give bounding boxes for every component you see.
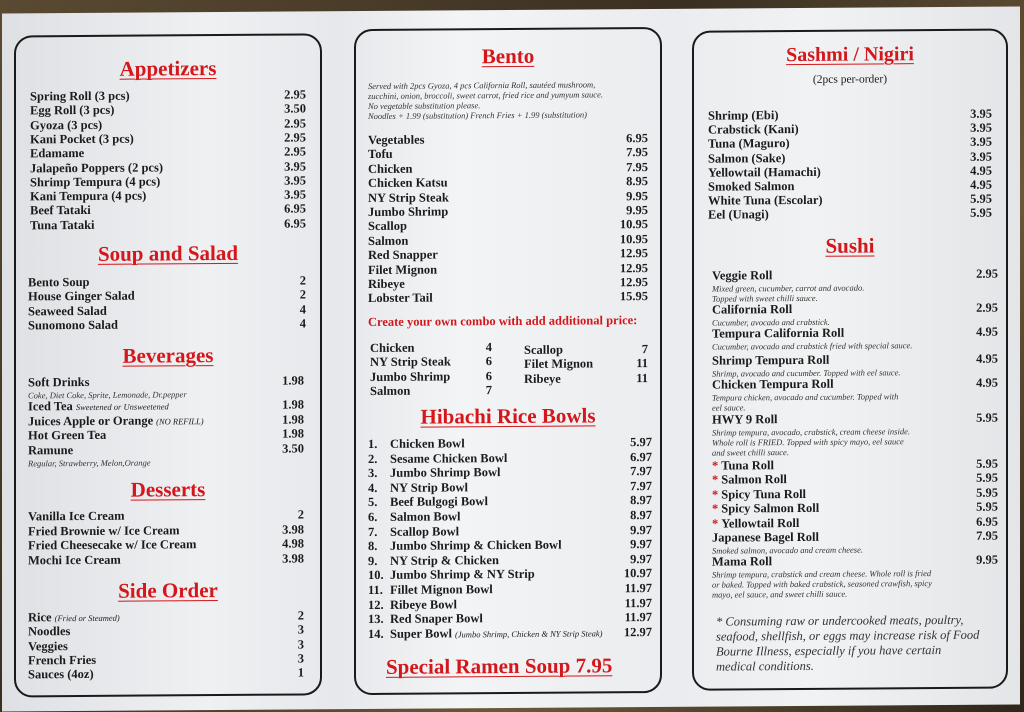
special-ramen-soup: Special Ramen Soup 7.95 — [386, 653, 613, 679]
item-price: 1.98 — [282, 373, 304, 388]
item-price: 6 — [485, 354, 492, 369]
item-price: 2.95 — [976, 266, 998, 281]
item-price: 1.98 — [282, 411, 304, 427]
item-number: 12. — [368, 597, 384, 612]
item-name-wrap — [712, 529, 976, 546]
menu-item-row — [30, 216, 306, 233]
item-number: 13. — [368, 612, 384, 627]
item-name-wrap — [370, 383, 486, 399]
item-name: Yellowtail (Hamachi) — [708, 164, 821, 180]
item-name: Salmon (Sake) — [708, 150, 786, 166]
item-name-wrap — [708, 206, 970, 223]
item-name: Kani Pocket (3 pcs) — [30, 131, 134, 147]
item-price: 3.98 — [282, 550, 304, 566]
item-price: 2.95 — [284, 116, 306, 131]
warning-line-3: Bourne Illness, especially if you have certain — [716, 642, 942, 659]
item-name: Japanese Bagel Roll — [712, 529, 819, 545]
item-price: 4 — [299, 302, 306, 317]
item-name: Shrimp (Ebi) — [708, 108, 779, 123]
item-price: 9.97 — [630, 537, 652, 552]
item-name: Sesame Chicken Bowl — [390, 450, 508, 466]
item-name: Chicken — [368, 161, 413, 176]
item-inline-note: (NO REFILL) — [156, 415, 204, 426]
item-number: 11. — [368, 582, 383, 597]
item-description: Tempura chicken, avocado and cucumber. Topped with eel sauce. — [712, 391, 899, 413]
item-name: Seaweed Salad — [28, 303, 107, 318]
item-price: 3.98 — [282, 521, 304, 537]
menu-item-row — [368, 289, 648, 306]
item-name: Iced Tea — [28, 399, 73, 414]
item-price: 2 — [299, 287, 306, 302]
item-number: 5. — [368, 495, 378, 510]
item-name: Hot Green Tea — [28, 427, 107, 443]
item-number: 10. — [368, 568, 384, 583]
item-inline-note: (Fried or Steamed) — [54, 612, 120, 624]
combo-heading: Create your own combo with add additional price: — [368, 313, 638, 329]
item-name: Red Snapper — [368, 247, 438, 263]
item-name: Yellowtail Roll — [721, 515, 800, 531]
item-name: Shrimp Tempura (4 pcs) — [30, 174, 161, 190]
item-price: 5.97 — [630, 435, 652, 450]
menu-item-row — [708, 206, 992, 223]
item-number: 14. — [368, 626, 384, 641]
item-name: Tuna Tataki — [30, 217, 95, 233]
item-price: 2.95 — [284, 130, 306, 145]
item-price: 3 — [297, 651, 304, 666]
menu-item-row — [28, 551, 304, 568]
item-name: Ribeye — [368, 276, 405, 291]
item-price: 2.95 — [284, 87, 306, 102]
item-price: 9.95 — [976, 552, 998, 567]
item-price: 7.95 — [626, 159, 648, 174]
item-name: Sauces (4oz) — [28, 667, 94, 682]
item-price: 10.95 — [619, 231, 648, 247]
item-name: Salmon — [368, 233, 409, 248]
side-order-heading: Side Order — [118, 578, 218, 603]
item-name: Mochi Ice Cream — [28, 552, 121, 567]
item-name: Vanilla Ice Cream — [28, 508, 125, 524]
bento-description-4: Noodles + 1.99 (substitution) French Fries + 1.99 (substitution) — [368, 109, 587, 121]
item-price: 12.95 — [619, 246, 648, 261]
item-description: Smoked salmon, avocado and cream cheese. — [712, 544, 863, 556]
middle-panel — [354, 27, 662, 695]
item-name-wrap — [28, 441, 282, 458]
menu-item-row — [524, 371, 648, 387]
item-name: Scallop — [524, 342, 563, 357]
item-name: Beef Bulgogi Bowl — [390, 494, 488, 510]
menu-item-row — [370, 383, 492, 399]
item-name-wrap — [28, 374, 282, 391]
left-panel — [14, 33, 322, 697]
item-price: 5.95 — [976, 485, 998, 500]
item-name: Ribeye — [524, 371, 561, 386]
item-price: 3.95 — [970, 149, 992, 164]
asterisk-icon: * — [712, 472, 719, 487]
item-price: 4 — [485, 340, 492, 355]
item-name: Chicken Tempura Roll — [712, 376, 834, 392]
item-name: Bento Soup — [28, 274, 90, 290]
menu-item-row — [712, 529, 998, 546]
item-price: 7.97 — [630, 478, 652, 493]
appetizers-heading: Appetizers — [119, 56, 217, 81]
item-name-wrap — [30, 216, 284, 233]
item-name-wrap — [368, 625, 624, 642]
item-price: 4.95 — [976, 324, 998, 339]
item-price: 7.95 — [626, 145, 648, 160]
item-name: Jumbo Shrimp — [368, 204, 449, 219]
item-name: Tofu — [368, 147, 393, 162]
item-price: 9.95 — [626, 203, 648, 218]
item-name: Crabstick (Kani) — [708, 122, 799, 137]
item-price: 6 — [485, 368, 492, 383]
item-price: 4.95 — [970, 177, 992, 192]
item-description: Cucumber, avocado and crabstick. — [712, 316, 830, 328]
beverages-heading: Beverages — [122, 343, 214, 368]
item-name: Filet Mignon — [368, 262, 438, 277]
item-name: Shrimp Tempura Roll — [712, 352, 830, 368]
bento-description-1: Served with 2pcs Gyoza, 4 pcs California Roll, sautéed mushroom, — [368, 79, 596, 91]
item-name: Lobster Tail — [368, 290, 433, 306]
item-price: 3.50 — [282, 440, 304, 456]
item-name: Vegetables — [368, 132, 425, 147]
menu-item-row — [28, 316, 306, 333]
item-name: Fillet Mignon Bowl — [390, 582, 493, 597]
item-name: Tempura California Roll — [712, 325, 845, 341]
item-price: 8.95 — [626, 174, 648, 189]
item-description: Shrimp tempura, avocado, crabstick, cream cheese inside. Whole roll is FRIED. Topped with spicy mayo, eel sauce and sweet chilli sauce. — [712, 426, 910, 458]
item-price: 8.97 — [630, 493, 652, 508]
item-name-wrap — [712, 267, 976, 284]
item-name: Jumbo Shrimp & Chicken Bowl — [390, 537, 562, 554]
item-price: 2.95 — [976, 300, 998, 315]
menu-item-row — [28, 666, 304, 683]
menu-item-row — [712, 376, 998, 393]
item-price: 5.95 — [970, 191, 992, 206]
item-name: Scallop — [368, 219, 407, 234]
warning-line-4: medical conditions. — [716, 658, 814, 674]
item-price: 15.95 — [619, 289, 648, 304]
item-price: 3.95 — [970, 135, 992, 150]
bento-description-2: zucchini, onion, broccoli, sweet carrot, fried rice and yumyum sauce. — [368, 89, 603, 101]
item-name: House Ginger Salad — [28, 288, 135, 304]
item-name: Soft Drinks — [28, 374, 90, 390]
item-price: 7 — [485, 383, 492, 398]
item-name-wrap — [712, 325, 976, 342]
item-name-wrap — [524, 371, 636, 387]
item-price: 8.97 — [630, 508, 652, 523]
item-price: 4.95 — [970, 163, 992, 178]
item-description: Regular, Strawberry, Melon,Orange — [28, 457, 151, 468]
item-price: 10.95 — [619, 217, 648, 232]
item-name: Juices Apple or Orange — [28, 412, 154, 428]
item-price: 12.97 — [623, 624, 652, 640]
item-price: 6.95 — [284, 201, 306, 216]
item-description: Shrimp tempura, crabstick and cream cheese. Whole roll is fried or baked. Topped with baked crabstick, seasoned crawfish, spicy mayo, eel sauce, and sweet chilli sauce. — [712, 568, 932, 600]
item-number: 3. — [368, 466, 378, 481]
item-price: 3.95 — [970, 120, 992, 135]
soup-salad-heading: Soup and Salad — [97, 240, 239, 266]
item-name-wrap — [712, 301, 976, 318]
item-price: 4.98 — [282, 536, 304, 551]
item-name: Super Bowl — [390, 626, 452, 641]
item-price: 2 — [297, 507, 304, 522]
item-price: 3.95 — [284, 173, 306, 188]
item-name: Filet Mignon — [524, 356, 594, 372]
item-name: NY Strip Steak — [370, 354, 451, 370]
item-name: Tuna (Maguro) — [708, 136, 790, 152]
item-price: 3.95 — [284, 158, 306, 174]
item-name: Noodles — [28, 624, 71, 639]
item-name: Spicy Salmon Roll — [721, 500, 820, 516]
item-name-wrap — [524, 356, 636, 372]
item-name: HWY 9 Roll — [712, 412, 778, 427]
item-price: 9.97 — [630, 551, 652, 566]
item-name: Veggie Roll — [712, 268, 773, 283]
item-price: 2 — [297, 608, 304, 623]
item-name: Smoked Salmon — [708, 179, 795, 194]
item-name: California Roll — [712, 302, 793, 317]
item-number: 2. — [368, 451, 378, 466]
item-price: 5.95 — [976, 499, 998, 514]
menu-item-row — [712, 267, 998, 284]
warning-line-2: seafood, shellfish, or eggs may increase risk of Food — [716, 627, 980, 644]
item-price: 1 — [297, 665, 304, 680]
item-price: 11.97 — [624, 610, 652, 625]
item-price: 1.98 — [282, 426, 304, 441]
item-price: 5.95 — [976, 456, 998, 471]
item-name: Kani Tempura (4 pcs) — [30, 188, 147, 204]
item-price: 2 — [299, 273, 306, 288]
item-price: 5.95 — [976, 410, 998, 425]
item-price: 11 — [636, 370, 648, 385]
item-name: Salmon Roll — [721, 472, 787, 487]
item-price: 11.97 — [624, 581, 652, 596]
item-price: 4.95 — [976, 375, 998, 390]
item-price: 1.98 — [282, 397, 304, 412]
item-price: 12.95 — [619, 275, 648, 290]
item-name: NY Strip Bowl — [390, 480, 469, 495]
item-description: Mixed green, cucumber, carrot and avocado. Topped with sweet chilli sauce. — [712, 282, 865, 304]
item-price: 6.97 — [630, 449, 652, 464]
item-name: Jalapeño Poppers (2 pcs) — [30, 159, 163, 175]
item-price: 3 — [297, 622, 304, 637]
hibachi-heading: Hibachi Rice Bowls — [420, 403, 596, 429]
item-description: Cucumber, avocado and crabstick fried with special sauce. — [712, 340, 913, 352]
sashimi-heading: Sashmi / Nigiri — [786, 43, 914, 67]
menu-item-row — [712, 352, 998, 369]
item-name: Red Snaper Bowl — [390, 611, 483, 627]
item-price: 3.95 — [970, 106, 992, 121]
item-price: 6.95 — [284, 216, 306, 231]
item-name: NY Strip & Chicken — [390, 552, 499, 568]
item-name: Fried Cheesecake w/ Ice Cream — [28, 537, 197, 553]
item-name-wrap — [712, 553, 976, 570]
item-name: French Fries — [28, 652, 97, 668]
item-description: Coke, Diet Coke, Sprite, Lemonade, Dr.pepper — [28, 389, 187, 401]
item-price: 3.95 — [284, 187, 306, 202]
item-name: White Tuna (Escolar) — [708, 193, 823, 208]
item-price: 3.50 — [284, 101, 306, 116]
item-number: 9. — [368, 553, 378, 568]
item-name: Chicken Katsu — [368, 175, 448, 191]
item-price: 5.95 — [970, 206, 992, 221]
item-name: Mama Roll — [712, 554, 773, 569]
item-name: Edamame — [30, 146, 85, 161]
menu-paper — [2, 6, 1020, 711]
item-number: 1. — [368, 436, 378, 451]
item-name: NY Strip Steak — [368, 190, 449, 205]
item-price: 11.97 — [624, 595, 652, 610]
bento-heading: Bento — [481, 43, 535, 69]
item-price: 9.97 — [630, 522, 652, 537]
item-name: Salmon — [370, 383, 411, 398]
item-name: Salmon Bowl — [390, 509, 461, 524]
asterisk-icon: * — [712, 501, 719, 516]
item-price: 6.95 — [626, 131, 648, 146]
sashimi-subtitle: (2pcs per-order) — [812, 73, 888, 86]
item-price: 7.97 — [630, 464, 652, 479]
menu-item-row — [368, 625, 652, 642]
item-price: 4 — [299, 316, 306, 331]
item-name: Chicken — [370, 340, 415, 355]
item-name: Spring Roll (3 pcs) — [30, 88, 130, 104]
item-number: 8. — [368, 539, 378, 554]
menu-item-row — [28, 441, 304, 458]
item-price: 6.95 — [976, 514, 998, 529]
item-price: 12.95 — [619, 260, 648, 275]
item-name: Jumbo Shrimp & NY Strip — [390, 567, 535, 583]
item-name-wrap — [712, 352, 976, 369]
asterisk-icon: * — [712, 516, 719, 531]
item-description: Shrimp, avocado and cucumber. Topped with eel sauce. — [712, 367, 901, 379]
item-price: 9.95 — [626, 188, 648, 203]
item-name-wrap — [368, 290, 620, 307]
right-panel — [692, 29, 1008, 691]
item-price: 3 — [297, 637, 304, 652]
item-name: Beef Tataki — [30, 203, 91, 218]
bento-description-3: No vegetable substitution please. — [368, 100, 481, 111]
item-price: 7 — [641, 342, 648, 357]
item-name-wrap — [28, 666, 298, 683]
item-name-wrap — [712, 411, 976, 428]
item-price: 11 — [636, 356, 648, 371]
item-name: Jumbo Shrimp — [370, 369, 451, 384]
item-name: Ramune — [28, 442, 74, 457]
item-name: Tuna Roll — [721, 458, 774, 473]
item-name-wrap — [28, 551, 282, 568]
item-name-wrap — [28, 316, 300, 333]
item-name: Spicy Tuna Roll — [721, 486, 807, 502]
item-name-wrap — [712, 376, 976, 393]
item-name: Sunomono Salad — [28, 317, 118, 333]
item-name: Jumbo Shrimp Bowl — [390, 465, 501, 481]
desserts-heading: Desserts — [130, 477, 206, 502]
item-name: Eel (Unagi) — [708, 207, 769, 223]
item-price: 4.95 — [976, 351, 998, 366]
menu-item-row — [712, 411, 998, 428]
item-price: 2.95 — [284, 144, 306, 159]
item-inline-note: Sweetened or Unsweetened — [75, 401, 169, 413]
item-name: Egg Roll (3 pcs) — [30, 103, 115, 118]
item-name: Gyoza (3 pcs) — [30, 117, 103, 132]
item-price: 10.97 — [623, 566, 652, 581]
item-name: Rice — [28, 610, 52, 625]
item-name: Fried Brownie w/ Ice Cream — [28, 522, 180, 538]
menu-item-row — [712, 301, 998, 318]
sushi-heading: Sushi — [825, 233, 875, 258]
item-number: 7. — [368, 524, 378, 539]
warning-line-1: * Consuming raw or undercooked meats, poultry, — [716, 612, 964, 629]
item-number: 4. — [368, 480, 378, 495]
item-name: Scallop Bowl — [390, 523, 460, 539]
item-number: 6. — [368, 509, 378, 524]
asterisk-icon: * — [712, 458, 719, 473]
item-inline-note: (Jumbo Shrimp, Chicken & NY Strip Steak) — [454, 628, 603, 640]
item-price: 5.95 — [976, 470, 998, 485]
asterisk-icon: * — [712, 487, 719, 502]
menu-item-row — [712, 553, 998, 570]
item-price: 7.95 — [976, 528, 998, 543]
item-name: Chicken Bowl — [390, 436, 465, 451]
menu-item-row — [712, 325, 998, 342]
menu-item-row — [28, 373, 304, 390]
item-name: Veggies — [28, 638, 68, 653]
item-name: Ribeye Bowl — [390, 596, 458, 612]
